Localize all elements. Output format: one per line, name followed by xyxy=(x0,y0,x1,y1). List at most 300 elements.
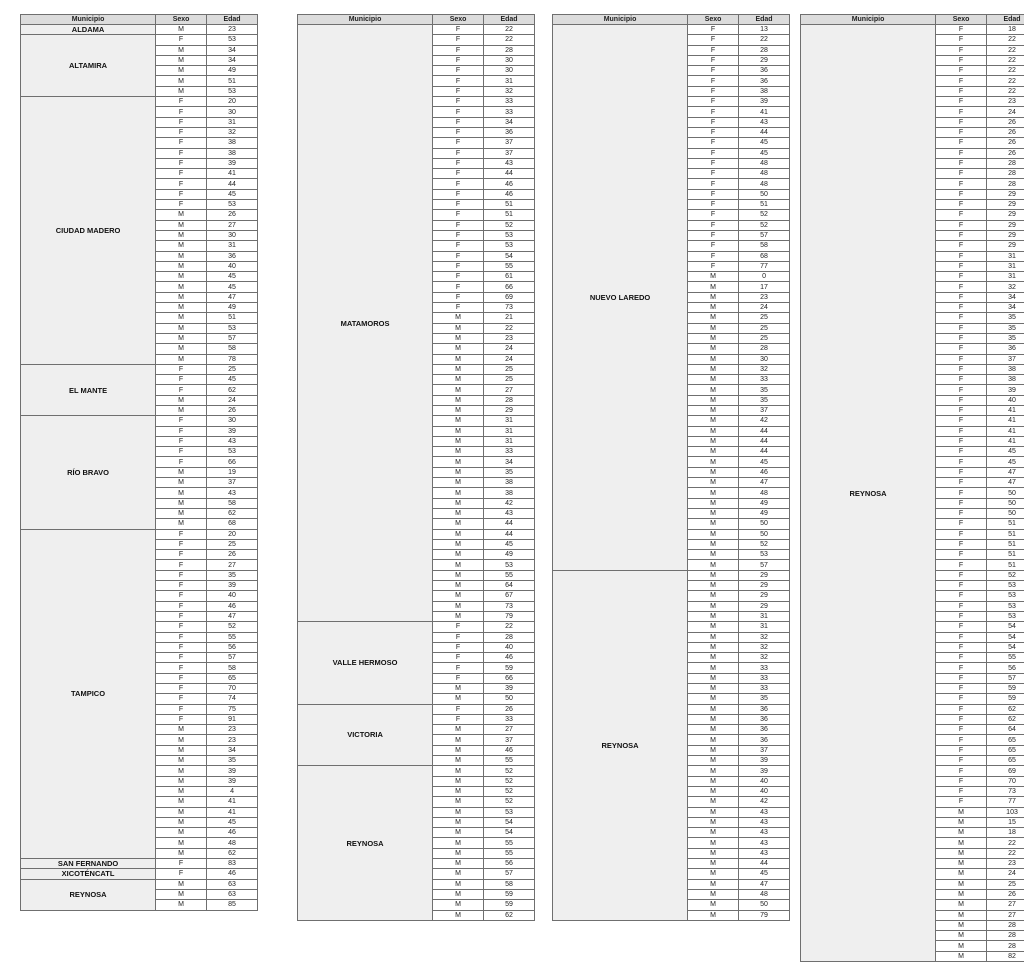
sexo-cell: F xyxy=(433,127,484,137)
sexo-cell: M xyxy=(433,519,484,529)
table-column-3 xyxy=(552,14,790,921)
municipio-cell: REYNOSA xyxy=(553,570,688,920)
sexo-cell: F xyxy=(936,303,987,313)
sexo-cell: F xyxy=(688,97,739,107)
sexo-cell: M xyxy=(688,838,739,848)
edad-cell: 22 xyxy=(484,35,535,45)
sexo-cell: F xyxy=(936,560,987,570)
table-row xyxy=(21,25,258,35)
edad-cell: 39 xyxy=(207,426,258,436)
edad-cell: 37 xyxy=(739,405,790,415)
edad-cell: 28 xyxy=(739,45,790,55)
sexo-cell: M xyxy=(433,910,484,920)
sexo-cell: F xyxy=(433,35,484,45)
edad-cell: 53 xyxy=(484,560,535,570)
sexo-cell: F xyxy=(936,519,987,529)
header-municipio: Municipio xyxy=(298,15,433,25)
edad-cell: 53 xyxy=(987,591,1024,601)
sexo-cell: M xyxy=(156,344,207,354)
edad-cell: 46 xyxy=(484,189,535,199)
edad-cell: 29 xyxy=(739,581,790,591)
edad-cell: 54 xyxy=(987,632,1024,642)
edad-cell: 19 xyxy=(207,467,258,477)
sexo-cell: M xyxy=(688,570,739,580)
edad-cell: 51 xyxy=(987,560,1024,570)
sexo-cell: F xyxy=(156,570,207,580)
edad-cell: 29 xyxy=(987,210,1024,220)
sexo-cell: M xyxy=(156,838,207,848)
sexo-cell: M xyxy=(688,447,739,457)
sexo-cell: F xyxy=(156,859,207,869)
edad-cell: 54 xyxy=(484,251,535,261)
sexo-cell: M xyxy=(688,745,739,755)
edad-cell: 26 xyxy=(484,704,535,714)
edad-cell: 35 xyxy=(207,570,258,580)
sexo-cell: M xyxy=(433,848,484,858)
sexo-cell: M xyxy=(433,797,484,807)
header-edad: Edad xyxy=(987,15,1024,25)
edad-cell: 37 xyxy=(207,478,258,488)
edad-cell: 26 xyxy=(987,117,1024,127)
sexo-cell: M xyxy=(688,704,739,714)
sexo-cell: M xyxy=(433,776,484,786)
edad-cell: 52 xyxy=(484,786,535,796)
edad-cell: 36 xyxy=(484,127,535,137)
sexo-cell: M xyxy=(688,282,739,292)
sexo-cell: F xyxy=(936,251,987,261)
edad-cell: 44 xyxy=(484,519,535,529)
sexo-cell: M xyxy=(936,869,987,879)
edad-cell: 22 xyxy=(987,86,1024,96)
sexo-cell: F xyxy=(936,405,987,415)
sexo-cell: F xyxy=(936,642,987,652)
sexo-cell: M xyxy=(156,817,207,827)
sexo-cell: F xyxy=(688,25,739,35)
sexo-cell: M xyxy=(433,807,484,817)
edad-cell: 34 xyxy=(207,745,258,755)
edad-cell: 28 xyxy=(484,632,535,642)
sexo-cell: F xyxy=(156,663,207,673)
sexo-cell: F xyxy=(936,653,987,663)
sexo-cell: F xyxy=(433,200,484,210)
sexo-cell: M xyxy=(688,508,739,518)
sexo-cell: M xyxy=(688,797,739,807)
table-row xyxy=(21,97,258,107)
edad-cell: 46 xyxy=(739,467,790,477)
sexo-cell: M xyxy=(433,344,484,354)
edad-cell: 47 xyxy=(987,478,1024,488)
sexo-cell: M xyxy=(156,848,207,858)
header-edad: Edad xyxy=(207,15,258,25)
sexo-cell: M xyxy=(433,570,484,580)
sexo-cell: M xyxy=(156,828,207,838)
sexo-cell: M xyxy=(688,529,739,539)
edad-cell: 45 xyxy=(739,148,790,158)
sexo-cell: M xyxy=(156,776,207,786)
edad-cell: 50 xyxy=(739,900,790,910)
sexo-cell: M xyxy=(688,859,739,869)
municipio-cell: REYNOSA xyxy=(801,25,936,962)
sexo-cell: F xyxy=(433,241,484,251)
edad-cell: 74 xyxy=(207,694,258,704)
edad-cell: 25 xyxy=(484,375,535,385)
edad-cell: 33 xyxy=(739,375,790,385)
sexo-cell: M xyxy=(936,920,987,930)
sexo-cell: M xyxy=(156,86,207,96)
edad-cell: 45 xyxy=(207,375,258,385)
edad-cell: 43 xyxy=(739,117,790,127)
edad-cell: 34 xyxy=(484,117,535,127)
edad-cell: 58 xyxy=(207,498,258,508)
edad-cell: 48 xyxy=(739,158,790,168)
edad-cell: 41 xyxy=(207,807,258,817)
edad-cell: 75 xyxy=(207,704,258,714)
edad-cell: 20 xyxy=(207,529,258,539)
sexo-cell: M xyxy=(433,550,484,560)
edad-cell: 47 xyxy=(739,879,790,889)
edad-cell: 33 xyxy=(484,107,535,117)
sexo-cell: M xyxy=(156,220,207,230)
sexo-cell: F xyxy=(433,704,484,714)
sexo-cell: M xyxy=(688,364,739,374)
sexo-cell: F xyxy=(936,158,987,168)
edad-cell: 45 xyxy=(207,817,258,827)
sexo-cell: M xyxy=(688,725,739,735)
sexo-cell: F xyxy=(433,653,484,663)
header-municipio: Municipio xyxy=(21,15,156,25)
sexo-cell: M xyxy=(688,539,739,549)
edad-cell: 40 xyxy=(739,776,790,786)
sexo-cell: F xyxy=(688,55,739,65)
sexo-cell: F xyxy=(156,179,207,189)
sexo-cell: M xyxy=(688,416,739,426)
sexo-cell: F xyxy=(433,138,484,148)
municipio-cell: VALLE HERMOSO xyxy=(298,622,433,704)
edad-cell: 41 xyxy=(987,416,1024,426)
edad-cell: 29 xyxy=(739,591,790,601)
sexo-cell: M xyxy=(688,272,739,282)
sexo-cell: F xyxy=(936,189,987,199)
edad-cell: 39 xyxy=(739,97,790,107)
edad-cell: 57 xyxy=(987,673,1024,683)
edad-cell: 28 xyxy=(987,158,1024,168)
sexo-cell: M xyxy=(433,601,484,611)
sexo-cell: M xyxy=(688,663,739,673)
edad-cell: 59 xyxy=(484,900,535,910)
sexo-cell: F xyxy=(433,642,484,652)
header-row xyxy=(553,15,790,25)
sexo-cell: F xyxy=(433,272,484,282)
edad-cell: 73 xyxy=(987,786,1024,796)
edad-cell: 39 xyxy=(207,766,258,776)
sexo-cell: F xyxy=(936,508,987,518)
sexo-cell: M xyxy=(688,766,739,776)
sexo-cell: M xyxy=(433,385,484,395)
sexo-cell: F xyxy=(433,66,484,76)
municipio-cell: MATAMOROS xyxy=(298,25,433,622)
edad-cell: 65 xyxy=(987,735,1024,745)
edad-cell: 30 xyxy=(484,66,535,76)
edad-cell: 53 xyxy=(207,86,258,96)
edad-cell: 85 xyxy=(207,900,258,910)
edad-cell: 103 xyxy=(987,807,1024,817)
edad-cell: 53 xyxy=(207,447,258,457)
sexo-cell: M xyxy=(688,869,739,879)
edad-cell: 51 xyxy=(207,76,258,86)
sexo-cell: F xyxy=(156,591,207,601)
sexo-cell: F xyxy=(156,364,207,374)
edad-cell: 22 xyxy=(484,323,535,333)
edad-cell: 82 xyxy=(987,951,1024,961)
sexo-cell: F xyxy=(433,158,484,168)
sexo-cell: F xyxy=(936,282,987,292)
sexo-cell: F xyxy=(156,601,207,611)
edad-cell: 38 xyxy=(484,488,535,498)
edad-cell: 47 xyxy=(207,611,258,621)
edad-cell: 34 xyxy=(207,45,258,55)
edad-cell: 62 xyxy=(987,714,1024,724)
edad-cell: 0 xyxy=(739,272,790,282)
sexo-cell: M xyxy=(688,323,739,333)
sexo-cell: F xyxy=(936,375,987,385)
sexo-cell: F xyxy=(156,158,207,168)
sexo-cell: M xyxy=(156,303,207,313)
sexo-cell: F xyxy=(936,117,987,127)
municipio-cell: ALTAMIRA xyxy=(21,35,156,97)
sexo-cell: M xyxy=(433,447,484,457)
edad-cell: 41 xyxy=(987,436,1024,446)
sexo-cell: F xyxy=(936,200,987,210)
edad-cell: 33 xyxy=(484,714,535,724)
edad-cell: 22 xyxy=(987,35,1024,45)
sexo-cell: F xyxy=(156,694,207,704)
sexo-cell: F xyxy=(156,117,207,127)
sexo-cell: F xyxy=(433,663,484,673)
edad-cell: 35 xyxy=(739,694,790,704)
edad-cell: 45 xyxy=(207,272,258,282)
edad-cell: 41 xyxy=(739,107,790,117)
edad-cell: 22 xyxy=(739,35,790,45)
edad-cell: 15 xyxy=(987,817,1024,827)
edad-cell: 37 xyxy=(484,138,535,148)
sexo-cell: F xyxy=(688,220,739,230)
sexo-cell: F xyxy=(936,385,987,395)
edad-cell: 43 xyxy=(207,436,258,446)
edad-cell: 25 xyxy=(739,313,790,323)
edad-cell: 18 xyxy=(987,828,1024,838)
sexo-cell: M xyxy=(433,611,484,621)
sexo-cell: M xyxy=(156,230,207,240)
edad-cell: 26 xyxy=(987,138,1024,148)
sexo-cell: M xyxy=(156,76,207,86)
sexo-cell: M xyxy=(688,735,739,745)
sexo-cell: F xyxy=(156,138,207,148)
edad-cell: 46 xyxy=(484,653,535,663)
sexo-cell: F xyxy=(433,622,484,632)
edad-cell: 36 xyxy=(207,251,258,261)
edad-cell: 34 xyxy=(987,303,1024,313)
sexo-cell: F xyxy=(433,251,484,261)
sexo-cell: F xyxy=(433,282,484,292)
edad-cell: 68 xyxy=(739,251,790,261)
municipio-cell: CIUDAD MADERO xyxy=(21,97,156,365)
sexo-cell: F xyxy=(156,642,207,652)
sexo-cell: M xyxy=(688,457,739,467)
edad-cell: 48 xyxy=(739,889,790,899)
sexo-cell: M xyxy=(156,498,207,508)
sexo-cell: M xyxy=(688,714,739,724)
edad-cell: 63 xyxy=(207,879,258,889)
sexo-cell: M xyxy=(688,385,739,395)
edad-cell: 33 xyxy=(739,673,790,683)
edad-cell: 25 xyxy=(207,364,258,374)
sexo-cell: M xyxy=(156,725,207,735)
edad-cell: 30 xyxy=(484,55,535,65)
sexo-cell: M xyxy=(156,282,207,292)
sexo-cell: F xyxy=(936,344,987,354)
sexo-cell: F xyxy=(936,220,987,230)
sexo-cell: M xyxy=(936,828,987,838)
header-row xyxy=(801,15,1024,25)
table-column-1 xyxy=(20,14,258,911)
edad-cell: 55 xyxy=(484,570,535,580)
sexo-cell: M xyxy=(156,272,207,282)
edad-cell: 55 xyxy=(484,848,535,858)
edad-cell: 48 xyxy=(739,179,790,189)
edad-cell: 44 xyxy=(739,426,790,436)
edad-cell: 36 xyxy=(739,76,790,86)
edad-cell: 25 xyxy=(739,333,790,343)
sexo-cell: M xyxy=(688,426,739,436)
sexo-cell: M xyxy=(688,488,739,498)
sexo-cell: M xyxy=(936,910,987,920)
edad-cell: 69 xyxy=(484,292,535,302)
sexo-cell: F xyxy=(936,25,987,35)
sexo-cell: F xyxy=(433,673,484,683)
sexo-cell: M xyxy=(433,591,484,601)
sexo-cell: F xyxy=(936,426,987,436)
sexo-cell: M xyxy=(156,210,207,220)
edad-cell: 27 xyxy=(207,220,258,230)
sexo-cell: M xyxy=(156,241,207,251)
edad-cell: 73 xyxy=(484,303,535,313)
edad-cell: 70 xyxy=(987,776,1024,786)
edad-cell: 56 xyxy=(987,663,1024,673)
edad-cell: 66 xyxy=(484,673,535,683)
sexo-cell: F xyxy=(936,766,987,776)
edad-cell: 35 xyxy=(987,313,1024,323)
table-row xyxy=(21,869,258,879)
sexo-cell: M xyxy=(688,550,739,560)
edad-cell: 29 xyxy=(987,241,1024,251)
sexo-cell: M xyxy=(688,405,739,415)
edad-cell: 73 xyxy=(484,601,535,611)
sexo-cell: F xyxy=(936,261,987,271)
edad-cell: 54 xyxy=(987,622,1024,632)
edad-cell: 53 xyxy=(207,323,258,333)
edad-cell: 49 xyxy=(739,498,790,508)
sexo-cell: F xyxy=(156,436,207,446)
edad-cell: 79 xyxy=(739,910,790,920)
municipio-cell: REYNOSA xyxy=(298,766,433,920)
edad-cell: 30 xyxy=(207,416,258,426)
edad-cell: 52 xyxy=(484,766,535,776)
sexo-cell: M xyxy=(688,395,739,405)
sexo-cell: F xyxy=(156,447,207,457)
sexo-cell: M xyxy=(156,292,207,302)
edad-cell: 57 xyxy=(739,230,790,240)
edad-cell: 4 xyxy=(207,786,258,796)
edad-cell: 45 xyxy=(739,869,790,879)
edad-cell: 46 xyxy=(207,869,258,879)
sexo-cell: F xyxy=(156,673,207,683)
sexo-cell: M xyxy=(433,828,484,838)
edad-cell: 52 xyxy=(739,220,790,230)
edad-cell: 27 xyxy=(207,560,258,570)
edad-cell: 51 xyxy=(987,519,1024,529)
sexo-cell: F xyxy=(936,776,987,786)
edad-cell: 32 xyxy=(484,86,535,96)
sexo-cell: M xyxy=(156,45,207,55)
sexo-cell: M xyxy=(433,395,484,405)
edad-cell: 51 xyxy=(987,550,1024,560)
table-row xyxy=(298,622,535,632)
municipio-cell: NUEVO LAREDO xyxy=(553,25,688,571)
sexo-cell: F xyxy=(936,498,987,508)
edad-cell: 55 xyxy=(484,756,535,766)
sexo-cell: F xyxy=(936,673,987,683)
sexo-cell: F xyxy=(936,45,987,55)
sexo-cell: M xyxy=(688,498,739,508)
sexo-cell: F xyxy=(688,66,739,76)
edad-cell: 23 xyxy=(484,333,535,343)
sexo-cell: F xyxy=(936,756,987,766)
edad-cell: 26 xyxy=(207,210,258,220)
sexo-cell: M xyxy=(433,478,484,488)
sexo-cell: M xyxy=(688,848,739,858)
sexo-cell: M xyxy=(156,745,207,755)
edad-cell: 77 xyxy=(987,797,1024,807)
sexo-cell: M xyxy=(688,828,739,838)
sexo-cell: F xyxy=(936,272,987,282)
edad-cell: 54 xyxy=(484,828,535,838)
header-row xyxy=(21,15,258,25)
edad-cell: 39 xyxy=(484,684,535,694)
edad-cell: 50 xyxy=(987,498,1024,508)
edad-cell: 68 xyxy=(207,519,258,529)
sexo-cell: F xyxy=(936,241,987,251)
edad-cell: 25 xyxy=(207,539,258,549)
edad-cell: 62 xyxy=(987,704,1024,714)
sexo-cell: F xyxy=(688,117,739,127)
edad-cell: 59 xyxy=(484,663,535,673)
edad-cell: 44 xyxy=(484,169,535,179)
edad-cell: 52 xyxy=(987,570,1024,580)
edad-cell: 27 xyxy=(484,725,535,735)
sexo-cell: F xyxy=(156,529,207,539)
edad-cell: 36 xyxy=(739,66,790,76)
sexo-cell: F xyxy=(936,611,987,621)
sexo-cell: M xyxy=(156,756,207,766)
edad-cell: 43 xyxy=(207,488,258,498)
sexo-cell: F xyxy=(433,303,484,313)
edad-cell: 28 xyxy=(739,344,790,354)
edad-cell: 30 xyxy=(207,230,258,240)
edad-cell: 52 xyxy=(207,622,258,632)
sexo-cell: F xyxy=(433,189,484,199)
edad-cell: 25 xyxy=(987,879,1024,889)
edad-cell: 52 xyxy=(484,220,535,230)
